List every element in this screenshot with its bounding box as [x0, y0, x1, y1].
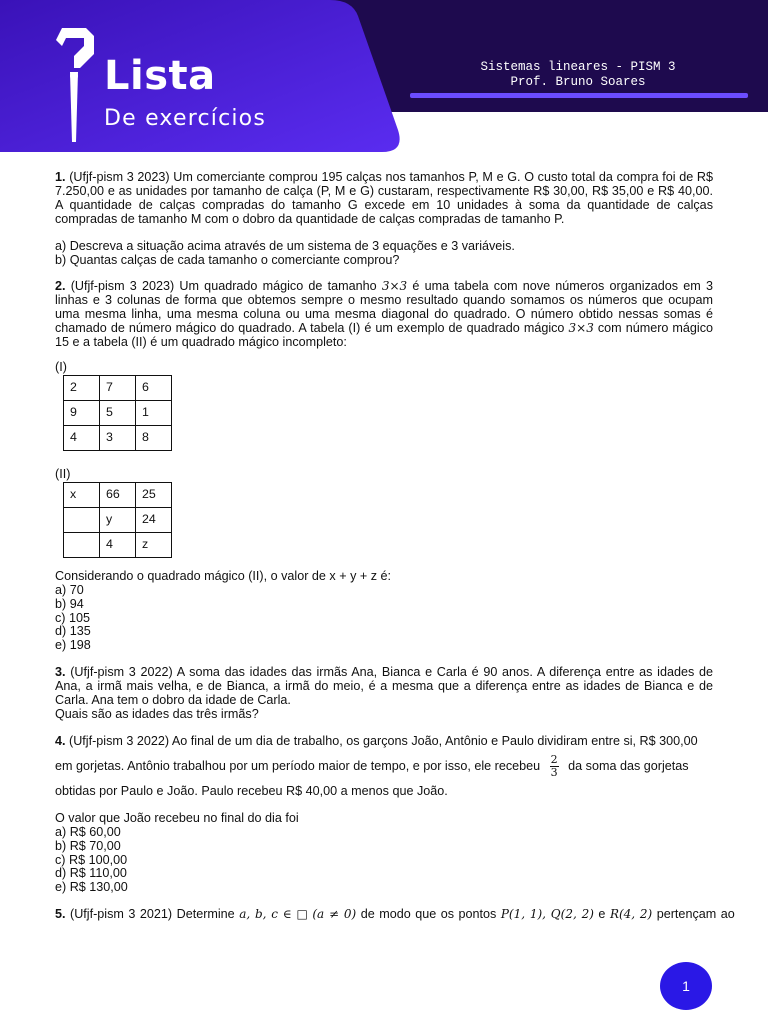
- magic-square-table-1: [63, 375, 172, 451]
- table-row: [64, 507, 172, 532]
- exercise-list: [55, 170, 735, 922]
- question-4-options: [55, 826, 713, 896]
- question-text: é uma tabela com nove números organizados em 3 linhas e 3 colunas de forma que obtemos sempre o mesmo resultado quando somamos os números que ocupam uma mesma linha, uma mesma coluna ou uma mesma diagonal do quadrado. O número obtido nessas somas é chamado de número mágico do quadrado. A tabela (I) é um exemplo de quadrado mágico: [55, 279, 714, 336]
- fraction-two-thirds: [550, 754, 559, 779]
- table-row: [64, 400, 172, 425]
- question-text: da soma das gorjetas: [568, 758, 689, 773]
- question-2-options: [55, 584, 713, 654]
- table-cell: 8: [136, 425, 172, 450]
- math-variables: a, b, c ∈ □: [239, 907, 308, 922]
- answer-option: e) R$ 130,00: [55, 880, 128, 895]
- math-condition: (a ≠ 0): [312, 907, 357, 922]
- question-number: 2.: [55, 279, 66, 294]
- question-pen-icon: [52, 24, 100, 146]
- question-number: 5.: [55, 907, 66, 922]
- table-cell: 6: [136, 375, 172, 400]
- math-dimension: 3×3: [381, 279, 408, 294]
- table-cell: 7: [100, 375, 136, 400]
- course-teacher: Prof. Bruno Soares: [510, 75, 646, 89]
- answer-option: e) 198: [55, 638, 91, 653]
- table-cell: z: [136, 532, 172, 557]
- table-cell: 1: [136, 400, 172, 425]
- math-dimension: 3×3: [568, 321, 594, 336]
- table-2-label: (II): [55, 466, 71, 481]
- page-header: [0, 0, 768, 152]
- answer-option: c) R$ 100,00: [55, 852, 128, 867]
- answer-option: b) 94: [55, 596, 84, 611]
- logo-subtitle: De exercícios: [104, 106, 266, 131]
- question-4: [55, 735, 713, 799]
- question-text: (Ufjf-pism 3 2023) Um quadrado mágico de tamanho: [70, 279, 377, 294]
- answer-option: a) 70: [55, 582, 84, 597]
- question-4-prompt: O valor que João recebeu no final do dia foi: [55, 810, 299, 825]
- table-cell: 24: [136, 507, 172, 532]
- table-cell: 25: [136, 482, 172, 507]
- table-cell: 4: [100, 532, 136, 557]
- answer-option: a) R$ 60,00: [55, 824, 121, 839]
- answer-option: c) 105: [55, 610, 91, 625]
- answer-option: d) R$ 110,00: [55, 866, 127, 881]
- page-number-badge: 1: [660, 962, 712, 1010]
- question-text: pertençam ao: [656, 907, 735, 922]
- table-cell: [64, 507, 100, 532]
- question-1: [55, 171, 713, 227]
- question-2-prompt: Considerando o quadrado mágico (II), o valor de x + y + z é:: [55, 568, 392, 583]
- fraction-numerator: 2: [550, 752, 558, 766]
- question-4-line-1: [55, 735, 713, 749]
- math-points: P(1, 1), Q(2, 2): [500, 907, 594, 922]
- table-cell: x: [64, 482, 100, 507]
- answer-option: b) R$ 70,00: [55, 838, 121, 853]
- course-info: [410, 60, 746, 90]
- question-1-item-b: b) Quantas calças de cada tamanho o comerciante comprou?: [55, 252, 400, 267]
- question-3: [55, 666, 713, 708]
- table-row: [64, 375, 172, 400]
- question-text: com número mágico 15 e a tabela (II) é um quadrado mágico incompleto:: [55, 321, 714, 350]
- table-cell: 3: [100, 425, 136, 450]
- question-2: [55, 280, 713, 350]
- table-1-label: (I): [55, 359, 67, 374]
- question-text: e: [598, 907, 606, 922]
- table-row: [64, 532, 172, 557]
- table-row: [64, 425, 172, 450]
- question-number: 4.: [55, 733, 66, 748]
- question-1-item-a: a) Descreva a situação acima através de um sistema de 3 equações e 3 variáveis.: [55, 238, 515, 253]
- question-text: em gorjetas. Antônio trabalhou por um período maior de tempo, e por isso, ele recebeu: [55, 758, 541, 773]
- header-underline: [410, 93, 748, 98]
- question-text: (Ufjf-pism 3 2022) A soma das idades das irmãs Ana, Bianca e Carla é 90 anos. A diferença entre as idades de Ana, a irmã mais velha, e de Bianca, a irmã do meio, é a mesma que a diferença entre as idades de Bianca e de Carla. Ana tem o dobro da idade de Carla.: [55, 665, 714, 708]
- table-cell: y: [100, 507, 136, 532]
- table-cell: 9: [64, 400, 100, 425]
- question-4-line-3: obtidas por Paulo e João. Paulo recebeu R$ 40,00 a menos que João.: [55, 783, 448, 798]
- question-text: de modo que os pontos: [360, 907, 497, 922]
- question-5: [55, 907, 735, 922]
- question-number: 1.: [55, 170, 66, 184]
- table-cell: 5: [100, 400, 136, 425]
- table-row: [64, 482, 172, 507]
- question-3-prompt: Quais são as idades das três irmãs?: [55, 706, 259, 721]
- table-cell: 4: [64, 425, 100, 450]
- course-title: Sistemas lineares - PISM 3: [480, 60, 676, 74]
- table-cell: [64, 532, 100, 557]
- question-text: (Ufjf-pism 3 2021) Determine: [70, 907, 235, 922]
- answer-option: d) 135: [55, 624, 91, 639]
- question-text: (Ufjf-pism 3 2022) Ao final de um dia de trabalho, os garçons João, Antônio e Paulo dividiram entre si, R$ 300,00: [69, 733, 698, 748]
- table-cell: 2: [64, 375, 100, 400]
- fraction-denominator: 3: [550, 765, 558, 779]
- question-text: (Ufjf-pism 3 2023) Um comerciante comprou 195 calças nos tamanhos P, M e G. O custo total da compra foi de R$ 7.250,00 e as unidades por tamanho de calça (P, M e G) custaram, respectivamente R$ 30,00, R$ 35,00 e R$ 40,00. A quantidade de calças compradas do tamanho G excede em 10 unidades à soma da quantidade de calças compradas de tamanho M com o dobro da quantidade de calças compradas de tamanho P.: [55, 170, 713, 226]
- logo-title: Lista: [104, 53, 216, 99]
- math-point-r: R(4, 2): [609, 907, 653, 922]
- magic-square-table-2: [63, 482, 172, 558]
- table-cell: 66: [100, 482, 136, 507]
- question-4-line-2: [55, 753, 713, 779]
- question-number: 3.: [55, 665, 66, 680]
